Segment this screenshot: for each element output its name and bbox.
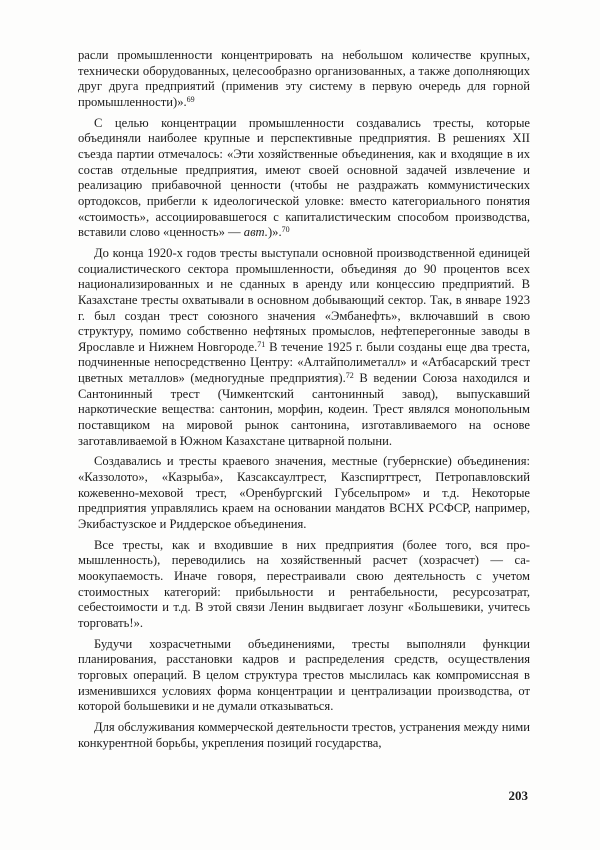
paragraph xyxy=(78,246,530,450)
text-run: В течение 1925 г. были созданы еще два треста, подчиненные непосредственно Центру: «Алтайполиметалл» и «Атбасарский трест цветных металлов» (медноrудные предприятия). xyxy=(78,339,530,386)
footnote-ref: 71 xyxy=(257,339,266,349)
paragraph xyxy=(78,454,530,532)
paragraph xyxy=(78,538,530,632)
footnote-ref: 72 xyxy=(345,371,354,381)
text-run: расли промышленности концентрировать на небольшом количестве крупных, технически оборудованных, целесообразно организованных, а также дополняющих друг друга предприятий (применив эту систему в первую очередь для горной промышленности)». xyxy=(78,48,530,109)
text-run: )». xyxy=(267,225,282,240)
footnote-ref: 69 xyxy=(186,94,195,104)
text-run: В ведении Союза находился и Сантонинный трест (Чимкентский сантонинный завод), выпускавший наркотические вещества: сантонин, морфин, кодеин. Трест являлся монопольным поставщиком на мировой рынок сантонина, изготавливаемого на основе заготавливаемой в Южном Казахстане цитварной полыни. xyxy=(78,371,530,448)
paragraph xyxy=(78,720,530,751)
footnote-ref: 70 xyxy=(281,225,290,235)
text-run: Будучи хозрасчетными объединениями, тресты выполняли функции планирования, расстановки кадров и распределения средств, осуществления торговых операций. В целом структура трестов мыслилась как компромиссная в изменившихся условиях форма концентрации и централизации производства, от которой большевики и не думали отказываться. xyxy=(78,636,530,714)
paragraph xyxy=(78,116,530,241)
body-text xyxy=(78,48,530,756)
text-run: Для обслуживания коммерческой деятельности трестов, устранения между ними конкурентной борьбы, укрепления позиций государства, xyxy=(78,719,530,750)
text-run: Все тресты, как и входившие в них предприятия (более того, вся промышленность), переводились на хозяйственный расчет (хозрасчет) — самоокупаемость. Иначе говоря, перестраивали свою деятельность с учетом стоимостных категорий: прибыльности и рентабельности, ресурсозатрат, себестоимости и т.д. В этой связи Ленин выдвигает лозунг «Большевики, учитесь торговать!». xyxy=(78,537,530,630)
text-run: До конца 1920-х годов тресты выступали основной производственной единицей социалистического сектора промышленности, объединяя до 90 процентов всех национализированных и не сданных в аренду или концессию предприятий. В Казахстане тресты охватывали в основном добывающий сектор. Так, в январе 1923 г. был создан трест союзного значения «Эмбанефть», включавший в свою структуру, помимо собственно нефтяных промыслов, нефтеперегонные заводы в Ярославле и Нижнем Новгороде. xyxy=(78,245,530,354)
text-run: Создавались и тресты краевого значения, местные (губернские) объединения: «Каззолото», «Казрыба», Казсаксаултрест, Казспирттрест, Петропавловский кожевенно-меховой трест, «Оренбургский Губсельпром» и т.д. Некоторые предприятия управлялись краем на основании мандатов ВСНХ РСФСР, например, Экибастузское и Риддерское объединения. xyxy=(78,454,530,532)
paragraph xyxy=(78,637,530,715)
italic-text: авт. xyxy=(243,225,268,240)
paragraph xyxy=(78,48,530,111)
text-run: С целью концентрации промышленности создавались тресты, которые объединяли наиболее крупные и перспективные предприятия. В решениях XII съезда партии отмечалось: «Эти хозяйственные объединения, как и входящие в их состав отдельные предприятия, имеют своей основной задачей извлечение и реализацию прибавочной ценности (чтобы не раздражать коммунистических ортодоксов, прибегли к идеологической уловке: вместо категориального понятия «стоимость», ассоциировавшегося с капиталистическим способом производства, вставили слово «ценность» — xyxy=(78,115,530,240)
page-number: 203 xyxy=(508,788,528,803)
